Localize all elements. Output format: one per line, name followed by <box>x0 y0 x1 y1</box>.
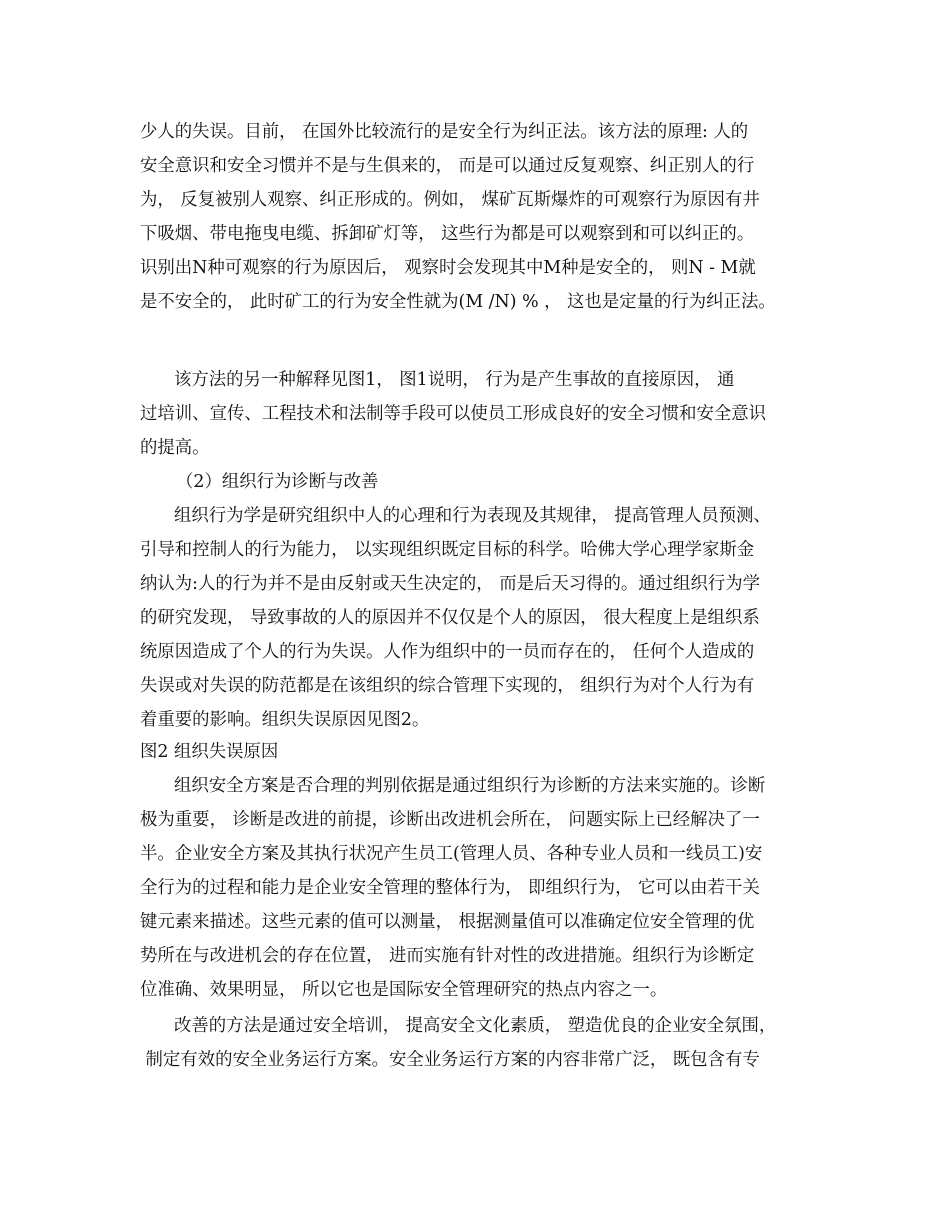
text-line: 下吸烟、带电拖曳电缆、拆卸矿灯等， 这些行为都是可以观察到和可以纠正的。 <box>140 224 755 244</box>
text-line: 改善的方法是通过安全培训， 提高安全文化素质， 塑造优良的企业安全氛围， <box>174 1016 777 1036</box>
text-line: 是不安全的， 此时矿工的行为安全性就为(M /N) % ， 这也是定量的行为纠正法。 <box>140 292 776 312</box>
text-line: 位准确、效果明显， 所以它也是国际安全管理研究的热点内容之一。 <box>140 980 668 1000</box>
text-line: 全行为的过程和能力是企业安全管理的整体行为， 即组织行为， 它可以由若干关 <box>140 878 760 898</box>
text-line: 组织安全方案是否合理的判别依据是通过组织行为诊断的方法来实施的。诊断 <box>174 776 766 796</box>
text-line: 识别出N种可观察的行为原因后， 观察时会发现其中M种是安全的， 则N - M就 <box>140 258 756 278</box>
text-line: 纳认为:人的行为并不是由反射或天生决定的， 而是后天习得的。通过组织行为学 <box>140 574 761 594</box>
text-line: 势所在与改进机会的存在位置， 进而实施有针对性的改进措施。组织行为诊断定 <box>140 946 755 966</box>
text-line: 少人的失误。目前， 在国外比较流行的是安全行为纠正法。该方法的原理: 人的 <box>140 122 749 142</box>
text-line: 统原因造成了个人的行为失误。人作为组织中的一员而存在的， 任何个人造成的 <box>140 642 755 662</box>
text-line: 极为重要， 诊断是改进的前提，诊断出改进机会所在， 问题实际上已经解决了一 <box>140 810 760 830</box>
text-line: 该方法的另一种解释见图1， 图1说明， 行为是产生事故的直接原因， 通 <box>174 370 735 390</box>
text-line: 制定有效的安全业务运行方案。安全业务运行方案的内容非常广泛， 既包含有专 <box>140 1050 760 1070</box>
text-line: 过培训、宣传、工程技术和法制等手段可以使员工形成良好的安全习惯和安全意识 <box>140 404 767 424</box>
text-line: 安全意识和安全习惯并不是与生俱来的， 而是可以通过反复观察、纠正别人的行 <box>140 156 755 176</box>
text-line: 引导和控制人的行为能力， 以实现组织既定目标的科学。哈佛大学心理学家斯金 <box>140 540 755 560</box>
text-line: 的提高。 <box>140 438 210 458</box>
section-heading: （2）组织行为诊断与改善 <box>176 472 379 492</box>
text-line: 着重要的影响。组织失误原因见图2。 <box>140 710 430 730</box>
text-line: 半。企业安全方案及其执行状况产生员工(管理人员、各种专业人员和一线员工)安 <box>140 844 763 864</box>
text-line: 的研究发现， 导致事故的人的原因并不仅仅是个人的原因， 很大程度上是组织系 <box>140 608 760 628</box>
text-line: 组织行为学是研究组织中人的心理和行为表现及其规律， 提高管理人员预测、 <box>174 506 771 526</box>
text-line: 键元素来描述。这些元素的值可以测量， 根据测量值可以准确定位安全管理的优 <box>140 912 755 932</box>
figure-caption: 图2 组织失误原因 <box>140 742 279 762</box>
text-line: 为， 反复被别人观察、纠正形成的。例如， 煤矿瓦斯爆炸的可观察行为原因有井 <box>140 190 760 210</box>
text-line: 失误或对失误的防范都是在该组织的综合管理下实现的， 组织行为对个人行为有 <box>140 676 755 696</box>
